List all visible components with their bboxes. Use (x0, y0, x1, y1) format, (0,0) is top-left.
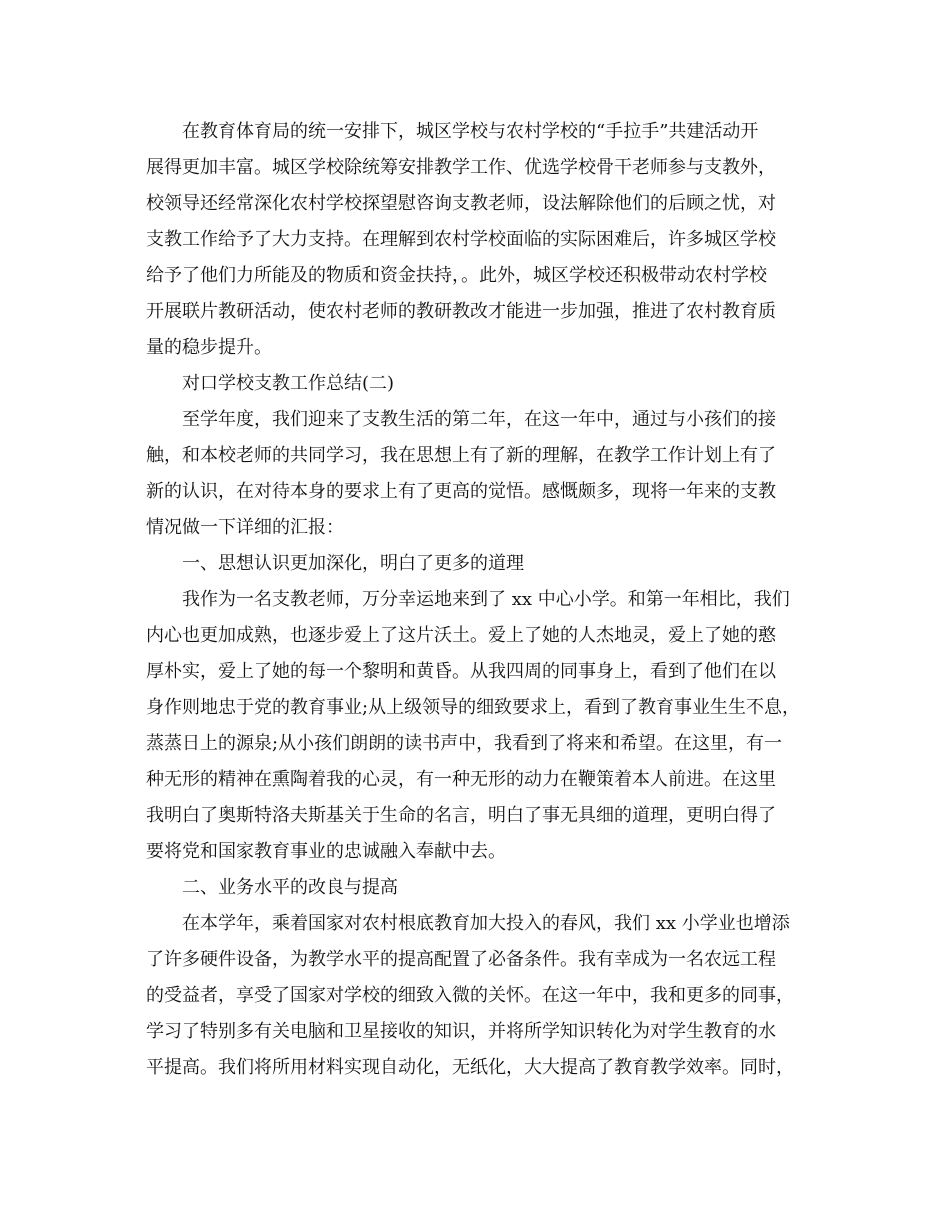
paragraph-line: 给予了他们力所能及的物质和资金扶持，。此外，城区学校还积极带动农村学校 (146, 265, 767, 286)
paragraph-line: 在本学年，乘着国家对农村根底教育加大投入的春风，我们 xx 小学业也增添 (182, 913, 790, 934)
paragraph-line: 要将党和国家教育事业的忠诚融入奉献中去。 (146, 841, 506, 862)
paragraph-line: 支教工作给予了大力支持。在理解到农村学校面临的实际困难后，许多城区学校 (146, 229, 776, 250)
paragraph-line: 在教育体育局的统一安排下，城区学校与农村学校的“手拉手”共建活动开 (182, 121, 759, 142)
paragraph-line: 蒸蒸日上的源泉;从小孩们朗朗的读书声中，我看到了将来和希望。在这里，有一 (146, 733, 783, 754)
paragraph-line: 学习了特别多有关电脑和卫星接收的知识，并将所学知识转化为对学生教育的水 (146, 1021, 776, 1042)
paragraph-line: 校领导还经常深化农村学校探望慰咨询支教老师，设法解除他们的后顾之忧，对 (146, 193, 776, 214)
paragraph-line: 种无形的精神在熏陶着我的心灵，有一种无形的动力在鞭策着本人前进。在这里 (146, 769, 776, 790)
paragraph-line: 我作为一名支教老师，万分幸运地来到了 xx 中心小学。和第一年相比，我们 (182, 589, 790, 610)
paragraph-line: 厚朴实，爱上了她的每一个黎明和黄昏。从我四周的同事身上，看到了他们在以 (146, 661, 776, 682)
paragraph-line: 内心也更加成熟，也逐步爱上了这片沃土。爱上了她的人杰地灵，爱上了她的憨 (146, 625, 776, 646)
subsection-heading: 二、业务水平的改良与提高 (182, 877, 398, 898)
paragraph-line: 情况做一下详细的汇报： (146, 517, 344, 538)
paragraph-line: 新的认识，在对待本身的要求上有了更高的觉悟。感慨颇多，现将一年来的支教 (146, 481, 776, 502)
section-heading: 对口学校支教工作总结(二) (182, 373, 395, 394)
paragraph-line: 展得更加丰富。城区学校除统筹安排教学工作、优选学校骨干老师参与支教外， (146, 157, 776, 178)
paragraph-line: 开展联片教研活动，使农村老师的教研教改才能进一步加强，推进了农村教育质 (146, 301, 776, 322)
paragraph-line: 的受益者，享受了国家对学校的细致入微的关怀。在这一年中，我和更多的同事， (146, 985, 794, 1006)
paragraph-line: 了许多硬件设备，为教学水平的提高配置了必备条件。我有幸成为一名农远工程 (146, 949, 776, 970)
subsection-heading: 一、思想认识更加深化，明白了更多的道理 (182, 553, 524, 574)
paragraph-line: 触，和本校老师的共同学习，我在思想上有了新的理解，在教学工作计划上有了 (146, 445, 776, 466)
paragraph-line: 我明白了奥斯特洛夫斯基关于生命的名言，明白了事无具细的道理，更明白得了 (146, 805, 776, 826)
paragraph-line: 平提高。我们将所用材料实现自动化，无纸化，大大提高了教育教学效率。同时， (146, 1057, 794, 1078)
paragraph-line: 至学年度，我们迎来了支教生活的第二年，在这一年中，通过与小孩们的接 (182, 409, 776, 430)
paragraph-line: 量的稳步提升。 (146, 337, 272, 358)
paragraph-line: 身作则地忠于党的教育事业;从上级领导的细致要求上，看到了教育事业生生不息， (146, 697, 801, 718)
